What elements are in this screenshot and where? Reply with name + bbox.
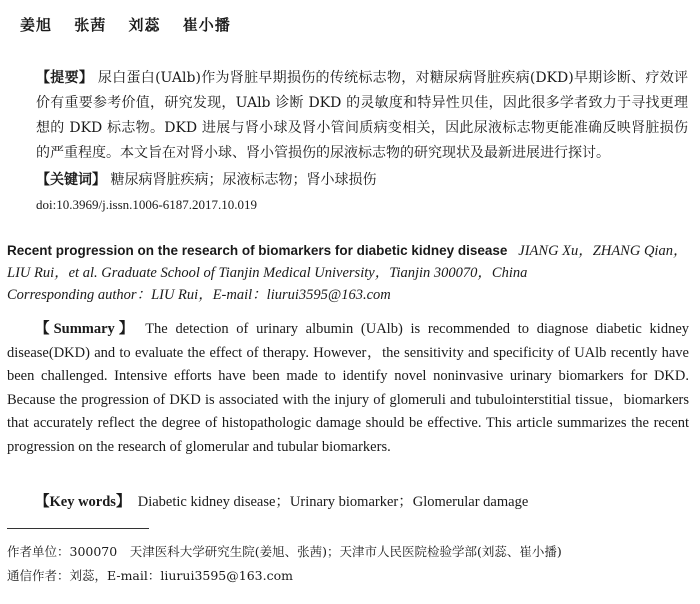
abstract-text: 尿白蛋白(UAlb)作为肾脏早期损伤的传统标志物，对糖尿病肾脏疾病(DKD)早期诊断、疗效评价有重要参考价值，研究发现，UAlb 诊断 DKD 的灵敏度和特异性贝佳，因此很多学者致力于寻找更理想的 DKD 标志物。DKD 进展与肾小球及肾小管间质病变相关，因此尿液标志物更能准确反映肾脏损伤的严重程度。本文旨在对肾小球、肾小管损伤的尿液标志物的研究现状及最新进展进行探讨。 bbox=[36, 70, 689, 161]
english-affiliation: LIU Rui，et al. Graduate School of Tianjin Medical University，Tianjin 300070，China bbox=[7, 265, 528, 281]
author-affiliation: 作者单位：300070 天津医科大学研究生院(姜旭、张茜)；天津市人民医院检验学部(刘蕊、崔小播) bbox=[7, 544, 562, 559]
chinese-authors bbox=[20, 14, 247, 35]
correspondence: 通信作者：刘蕊，E-mail：liurui3595@163.com bbox=[7, 568, 293, 583]
keywords-text: 糖尿病肾脏疾病；尿液标志物；肾小球损伤 bbox=[110, 172, 377, 188]
footnotes bbox=[7, 540, 693, 588]
abstract-label: 【提要】 bbox=[36, 70, 94, 86]
key-words-text: Diabetic kidney disease；Urinary biomarker；Glomerular damage bbox=[137, 494, 529, 510]
author-name: 姜旭 bbox=[20, 16, 53, 34]
english-title: Recent progression on the research of biomarkers for diabetic kidney disease bbox=[7, 243, 508, 258]
author-name: 崔小播 bbox=[182, 16, 231, 34]
doi: doi:10.3969/j.issn.1006-6187.2017.10.019 bbox=[36, 197, 258, 212]
english-keywords bbox=[35, 491, 528, 513]
summary-label: 【Summary】 bbox=[35, 321, 138, 337]
chinese-keywords bbox=[36, 168, 688, 193]
footnote-divider bbox=[7, 528, 149, 529]
summary-text: The detection of urinary albumin (UAlb) is recommended to diagnose diabetic kidney disease(DKD) and to evaluate the effect of therapy. However，the sensitivity and specificity of UAlb recently have been challenged. Intensive efforts have been made to identify novel noninvasive urinary biomarkers for DKD. Because the progression of DKD is associated with the injury of glomeruli and tubulointerstitial tissue，biomarkers that accurately reflect the degree of histopathologic damage should be effective. This article summarizes the recent progression on the research of glomerular and tubular biomarkers. bbox=[7, 321, 690, 455]
english-summary bbox=[7, 318, 689, 459]
chinese-abstract bbox=[36, 66, 688, 166]
key-words-label: 【Key words】 bbox=[35, 494, 131, 510]
corresponding-author: Corresponding author：LIU Rui，E-mail：liurui3595@163.com bbox=[7, 287, 391, 303]
author-name: 张茜 bbox=[74, 16, 107, 34]
author-name: 刘蕊 bbox=[128, 16, 161, 34]
keywords-label: 【关键词】 bbox=[36, 172, 106, 188]
english-authors: JIANG Xu，ZHANG Qian， bbox=[518, 243, 688, 259]
english-header bbox=[7, 240, 689, 306]
